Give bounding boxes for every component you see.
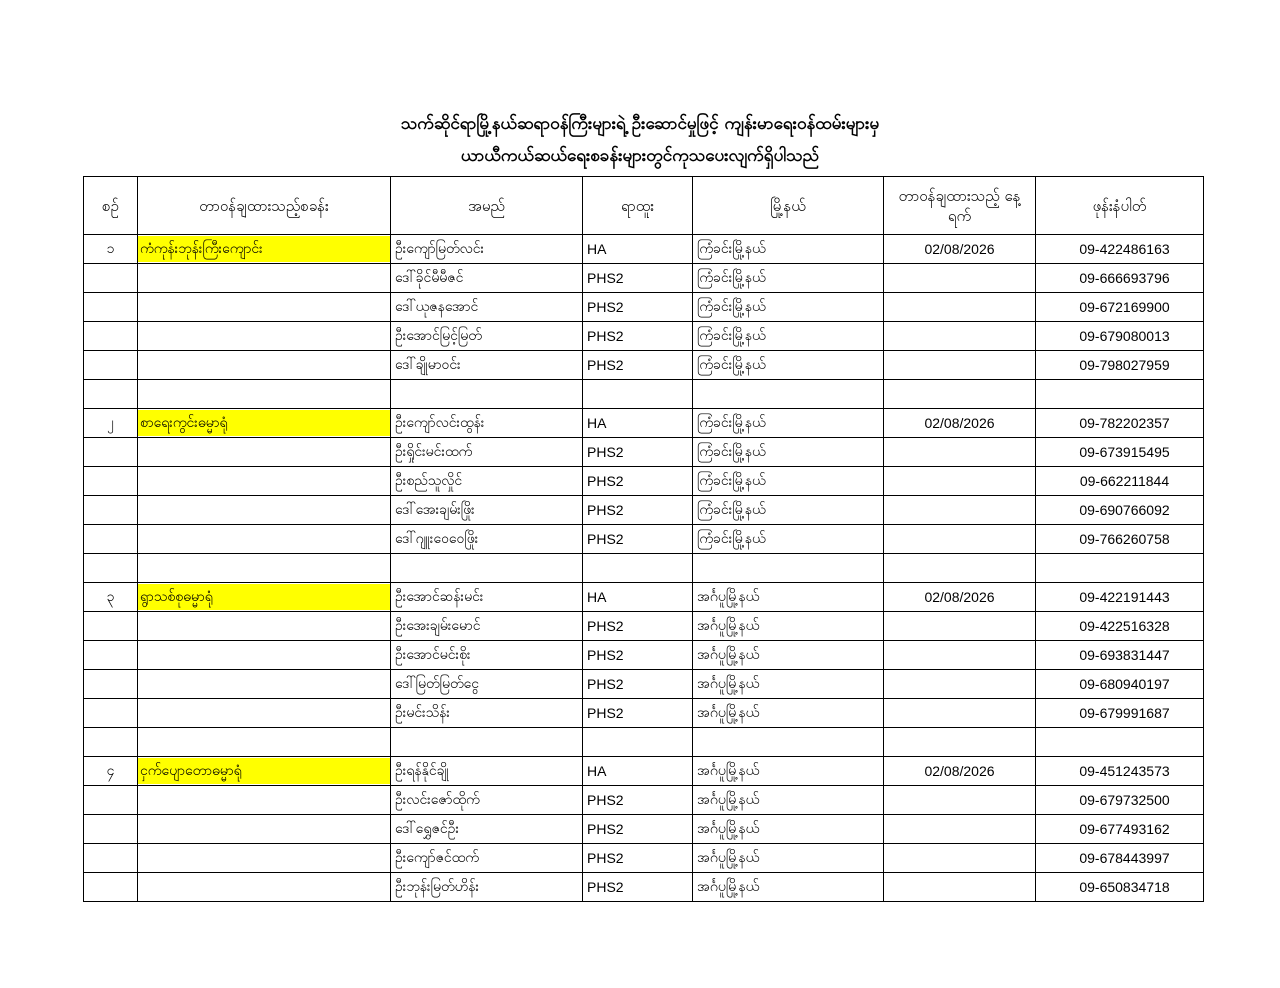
sr-cell	[84, 612, 138, 641]
name-cell: ဒေါ်ခိုင်မီမီဇင်	[391, 264, 583, 293]
township-cell: ကြံခင်းမြို့နယ်	[693, 293, 884, 322]
name-cell: ဦးစည်သူလှိုင်	[391, 467, 583, 496]
empty-cell	[583, 728, 693, 757]
date-cell	[884, 467, 1036, 496]
date-cell: 02/08/2026	[884, 235, 1036, 264]
date-cell	[884, 525, 1036, 554]
table-row	[84, 525, 1204, 554]
phone-cell: 09-662211844	[1036, 467, 1204, 496]
header-sr: စဉ်	[84, 177, 138, 235]
sr-cell	[84, 351, 138, 380]
date-cell	[884, 873, 1036, 902]
name-cell: ဒေါ်ချိုမာဝင်း	[391, 351, 583, 380]
date-cell	[884, 699, 1036, 728]
location-cell	[138, 757, 391, 786]
camp-location-highlight: ငှက်ပျောတောဓမ္မာရုံ	[138, 758, 390, 784]
phone-cell: 09-693831447	[1036, 641, 1204, 670]
name-cell: ဒေါ်ယုဇနအောင်	[391, 293, 583, 322]
location-cell	[138, 641, 391, 670]
date-cell	[884, 844, 1036, 873]
township-cell: အင်္ဂပူမြို့နယ်	[693, 815, 884, 844]
name-cell: ဦးအောင်မြင့်မြတ်	[391, 322, 583, 351]
empty-cell	[884, 554, 1036, 583]
table-row	[84, 583, 1204, 612]
date-cell	[884, 496, 1036, 525]
name-cell: ဦးကျော်မြတ်လင်း	[391, 235, 583, 264]
township-cell: အင်္ဂပူမြို့နယ်	[693, 612, 884, 641]
header-location: တာဝန်ချထားသည့်စခန်း	[138, 177, 391, 235]
table-row	[84, 264, 1204, 293]
sr-cell: ၃	[84, 583, 138, 612]
phone-cell: 09-679080013	[1036, 322, 1204, 351]
table-row	[84, 409, 1204, 438]
header-position: ရာထူး	[583, 177, 693, 235]
location-cell	[138, 293, 391, 322]
township-cell: ကြံခင်းမြို့နယ်	[693, 235, 884, 264]
position-cell: PHS2	[583, 699, 693, 728]
phone-cell: 09-672169900	[1036, 293, 1204, 322]
location-cell	[138, 612, 391, 641]
position-cell: PHS2	[583, 641, 693, 670]
phone-cell: 09-766260758	[1036, 525, 1204, 554]
sr-cell	[84, 844, 138, 873]
township-cell: အင်္ဂပူမြို့နယ်	[693, 699, 884, 728]
name-cell: ဦးရှိုင်းမင်းထက်	[391, 438, 583, 467]
position-cell: PHS2	[583, 525, 693, 554]
phone-cell: 09-690766092	[1036, 496, 1204, 525]
table-row	[84, 351, 1204, 380]
name-cell: ဒေါ်အေးချမ်းဖြိုး	[391, 496, 583, 525]
township-cell: အင်္ဂပူမြို့နယ်	[693, 757, 884, 786]
empty-cell	[84, 380, 138, 409]
location-cell	[138, 409, 391, 438]
table-row	[84, 235, 1204, 264]
sr-cell	[84, 873, 138, 902]
name-cell: ဦးရန်နိုင်ချို	[391, 757, 583, 786]
empty-cell	[583, 380, 693, 409]
table-row	[84, 641, 1204, 670]
empty-cell	[1036, 554, 1204, 583]
township-cell: ကြံခင်းမြို့နယ်	[693, 496, 884, 525]
spacer-row	[84, 554, 1204, 583]
name-cell: ဦးအေးချမ်းမောင်	[391, 612, 583, 641]
empty-cell	[84, 728, 138, 757]
table-row	[84, 815, 1204, 844]
sr-cell	[84, 293, 138, 322]
position-cell: PHS2	[583, 322, 693, 351]
name-cell: ဒေါ်မြတ်မြတ်ငွေ	[391, 670, 583, 699]
location-cell	[138, 583, 391, 612]
table-row	[84, 467, 1204, 496]
name-cell: ဦးကျော်လင်းထွန်း	[391, 409, 583, 438]
table-row	[84, 322, 1204, 351]
document-title-line-2: ယာယီကယ်ဆယ်ရေးစခန်းများတွင်ကုသပေးလျက်ရှိပါသည်	[460, 146, 820, 166]
spacer-row	[84, 380, 1204, 409]
township-cell: ကြံခင်းမြို့နယ်	[693, 525, 884, 554]
camp-location-highlight: ရွာသစ်စုဓမ္မာရုံ	[138, 584, 390, 610]
phone-cell: 09-798027959	[1036, 351, 1204, 380]
empty-cell	[1036, 380, 1204, 409]
sr-cell	[84, 322, 138, 351]
empty-cell	[693, 380, 884, 409]
name-cell: ဒေါ်ဂျူးဝေဝေဖြိုး	[391, 525, 583, 554]
date-cell: 02/08/2026	[884, 583, 1036, 612]
name-cell: ဦးအောင်ဆန်းမင်း	[391, 583, 583, 612]
phone-cell: 09-673915495	[1036, 438, 1204, 467]
sr-cell	[84, 467, 138, 496]
location-cell	[138, 322, 391, 351]
position-cell: PHS2	[583, 264, 693, 293]
date-cell	[884, 612, 1036, 641]
position-cell: PHS2	[583, 293, 693, 322]
position-cell: PHS2	[583, 496, 693, 525]
date-cell	[884, 293, 1036, 322]
position-cell: PHS2	[583, 351, 693, 380]
document-title-line-1: သက်ဆိုင်ရာမြို့နယ်ဆရာဝန်ကြီးများရဲ့ ဦးဆောင်မှုဖြင့် ကျန်းမာရေးဝန်ထမ်းများမှ	[400, 114, 880, 134]
empty-cell	[693, 554, 884, 583]
sr-cell	[84, 699, 138, 728]
empty-cell	[1036, 728, 1204, 757]
township-cell: ကြံခင်းမြို့နယ်	[693, 264, 884, 293]
camp-location-highlight: စာရေးကွင်းဓမ္မာရုံ	[138, 410, 390, 436]
phone-cell: 09-679991687	[1036, 699, 1204, 728]
date-cell	[884, 670, 1036, 699]
position-cell: PHS2	[583, 844, 693, 873]
location-cell	[138, 467, 391, 496]
date-cell	[884, 786, 1036, 815]
location-cell	[138, 670, 391, 699]
location-cell	[138, 351, 391, 380]
sr-cell	[84, 815, 138, 844]
name-cell: ဦးဘုန်းမြတ်ဟိန်း	[391, 873, 583, 902]
township-cell: အင်္ဂပူမြို့နယ်	[693, 844, 884, 873]
empty-cell	[391, 380, 583, 409]
position-cell: PHS2	[583, 873, 693, 902]
table-row	[84, 757, 1204, 786]
location-cell	[138, 786, 391, 815]
date-cell	[884, 351, 1036, 380]
name-cell: ဦးမင်းသိန်း	[391, 699, 583, 728]
position-cell: HA	[583, 583, 693, 612]
empty-cell	[84, 554, 138, 583]
township-cell: ကြံခင်းမြို့နယ်	[693, 322, 884, 351]
sr-cell	[84, 670, 138, 699]
assignment-table	[83, 176, 1204, 902]
phone-cell: 09-422486163	[1036, 235, 1204, 264]
phone-cell: 09-650834718	[1036, 873, 1204, 902]
phone-cell: 09-782202357	[1036, 409, 1204, 438]
camp-location-highlight: ကံကုန်းဘုန်းကြီးကျောင်း	[138, 236, 390, 262]
phone-cell: 09-677493162	[1036, 815, 1204, 844]
table-row	[84, 873, 1204, 902]
township-cell: ကြံခင်းမြို့နယ်	[693, 467, 884, 496]
sr-cell	[84, 786, 138, 815]
phone-cell: 09-678443997	[1036, 844, 1204, 873]
township-cell: ကြံခင်းမြို့နယ်	[693, 409, 884, 438]
sr-cell	[84, 496, 138, 525]
sr-cell	[84, 264, 138, 293]
empty-cell	[138, 554, 391, 583]
empty-cell	[138, 728, 391, 757]
township-cell: အင်္ဂပူမြို့နယ်	[693, 786, 884, 815]
phone-cell: 09-666693796	[1036, 264, 1204, 293]
sr-cell: ၂	[84, 409, 138, 438]
location-cell	[138, 873, 391, 902]
position-cell: PHS2	[583, 670, 693, 699]
phone-cell: 09-680940197	[1036, 670, 1204, 699]
location-cell	[138, 496, 391, 525]
date-cell	[884, 641, 1036, 670]
table-row	[84, 612, 1204, 641]
spacer-row	[84, 728, 1204, 757]
date-cell	[884, 264, 1036, 293]
township-cell: ကြံခင်းမြို့နယ်	[693, 438, 884, 467]
position-cell: HA	[583, 235, 693, 264]
location-cell	[138, 235, 391, 264]
date-cell	[884, 438, 1036, 467]
sr-cell: ၄	[84, 757, 138, 786]
location-cell	[138, 844, 391, 873]
phone-cell: 09-451243573	[1036, 757, 1204, 786]
date-cell: 02/08/2026	[884, 409, 1036, 438]
position-cell: HA	[583, 757, 693, 786]
empty-cell	[583, 554, 693, 583]
table-row	[84, 293, 1204, 322]
name-cell: ဦးအောင်မင်းစိုး	[391, 641, 583, 670]
name-cell: ဒေါ်ရွှေဇင်ဦး	[391, 815, 583, 844]
date-cell	[884, 322, 1036, 351]
location-cell	[138, 815, 391, 844]
table-row	[84, 699, 1204, 728]
empty-cell	[884, 380, 1036, 409]
location-cell	[138, 699, 391, 728]
empty-cell	[884, 728, 1036, 757]
date-cell: 02/08/2026	[884, 757, 1036, 786]
township-cell: ကြံခင်းမြို့နယ်	[693, 351, 884, 380]
township-cell: အင်္ဂပူမြို့နယ်	[693, 583, 884, 612]
position-cell: HA	[583, 409, 693, 438]
position-cell: PHS2	[583, 786, 693, 815]
position-cell: PHS2	[583, 612, 693, 641]
table-row	[84, 438, 1204, 467]
name-cell: ဦးလင်းဇော်ထိုက်	[391, 786, 583, 815]
table-body	[84, 235, 1204, 902]
phone-cell: 09-422516328	[1036, 612, 1204, 641]
table-header-row	[84, 177, 1204, 235]
sr-cell	[84, 438, 138, 467]
empty-cell	[138, 380, 391, 409]
table-row	[84, 786, 1204, 815]
table-row	[84, 496, 1204, 525]
table-row	[84, 844, 1204, 873]
location-cell	[138, 438, 391, 467]
position-cell: PHS2	[583, 438, 693, 467]
empty-cell	[391, 728, 583, 757]
empty-cell	[693, 728, 884, 757]
location-cell	[138, 525, 391, 554]
empty-cell	[391, 554, 583, 583]
header-date: တာဝန်ချထားသည့် နေ့ရက်	[884, 177, 1036, 235]
sr-cell	[84, 641, 138, 670]
sr-cell: ၁	[84, 235, 138, 264]
date-cell	[884, 815, 1036, 844]
header-township: မြို့နယ်	[693, 177, 884, 235]
location-cell	[138, 264, 391, 293]
header-phone: ဖုန်းနံပါတ်	[1036, 177, 1204, 235]
phone-cell: 09-679732500	[1036, 786, 1204, 815]
sr-cell	[84, 525, 138, 554]
township-cell: အင်္ဂပူမြို့နယ်	[693, 641, 884, 670]
position-cell: PHS2	[583, 815, 693, 844]
header-name: အမည်	[391, 177, 583, 235]
table-row	[84, 670, 1204, 699]
name-cell: ဦးကျော်ဇင်ထက်	[391, 844, 583, 873]
township-cell: အင်္ဂပူမြို့နယ်	[693, 873, 884, 902]
township-cell: အင်္ဂပူမြို့နယ်	[693, 670, 884, 699]
position-cell: PHS2	[583, 467, 693, 496]
phone-cell: 09-422191443	[1036, 583, 1204, 612]
